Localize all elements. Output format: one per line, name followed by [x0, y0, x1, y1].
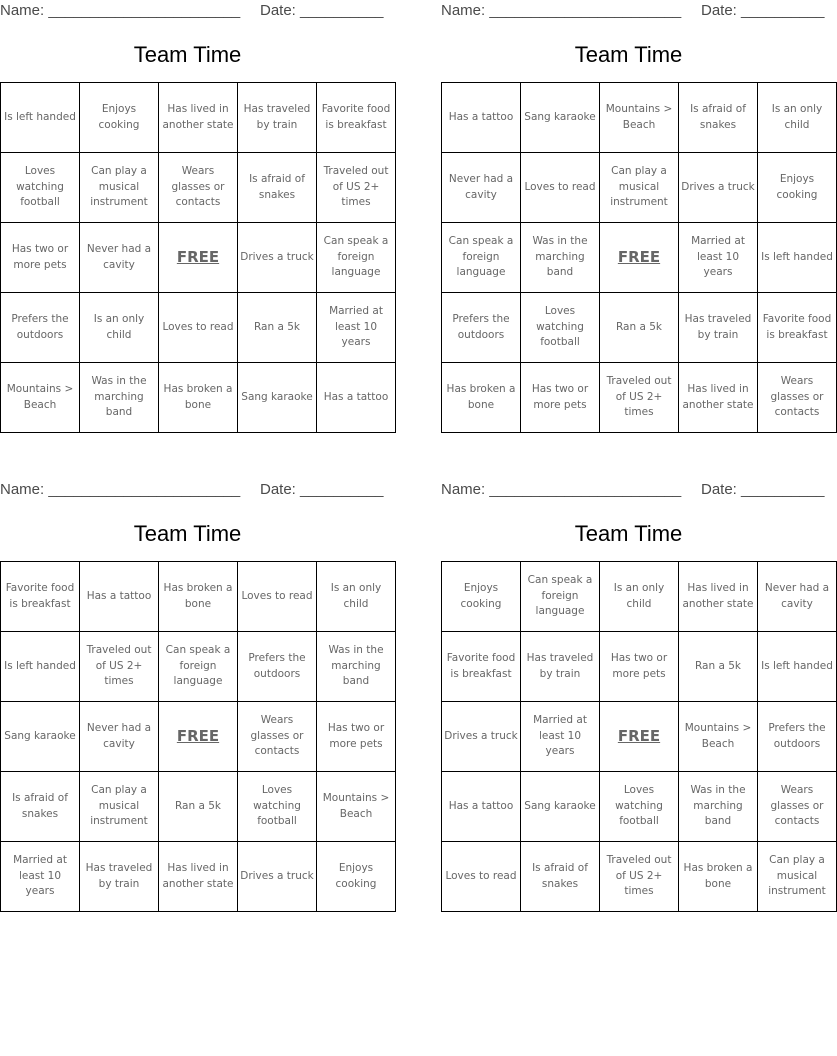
card-header [441, 481, 825, 499]
bingo-cell[interactable]: Prefers the outdoors [442, 293, 521, 363]
bingo-cell[interactable]: Is an only child [80, 293, 159, 363]
bingo-row [442, 632, 837, 702]
bingo-cell[interactable]: Loves to read [442, 842, 521, 912]
bingo-cell[interactable]: Enjoys cooking [317, 842, 396, 912]
date-field[interactable]: Date: __________ [260, 2, 384, 19]
bingo-cell[interactable]: Can play a musical instrument [758, 842, 837, 912]
bingo-cell[interactable]: Has two or more pets [317, 702, 396, 772]
bingo-cell[interactable]: Married at least 10 years [521, 702, 600, 772]
bingo-cell[interactable]: Has traveled by train [80, 842, 159, 912]
bingo-cell[interactable]: Has traveled by train [679, 293, 758, 363]
bingo-card [0, 0, 391, 440]
bingo-cell[interactable]: Married at least 10 years [317, 293, 396, 363]
bingo-cell[interactable]: Has broken a bone [159, 363, 238, 433]
bingo-cell[interactable]: Sang karaoke [521, 83, 600, 153]
free-space[interactable]: FREE [600, 223, 679, 293]
card-title: Team Time [574, 42, 683, 67]
free-space[interactable]: FREE [600, 702, 679, 772]
bingo-cell[interactable]: Loves watching football [238, 772, 317, 842]
name-field[interactable]: Name: _______________________ [441, 481, 682, 498]
bingo-cell[interactable]: Wears glasses or contacts [758, 363, 837, 433]
bingo-cell[interactable]: Loves watching football [521, 293, 600, 363]
bingo-cell[interactable]: Sang karaoke [238, 363, 317, 433]
bingo-cell[interactable]: Drives a truck [679, 153, 758, 223]
bingo-cell[interactable]: Has a tattoo [317, 363, 396, 433]
bingo-cell[interactable]: Can play a musical instrument [80, 772, 159, 842]
bingo-cell[interactable]: Is left handed [1, 632, 80, 702]
bingo-cell[interactable]: Sang karaoke [521, 772, 600, 842]
bingo-cell[interactable]: Is left handed [758, 632, 837, 702]
bingo-cell[interactable]: Has broken a bone [159, 562, 238, 632]
bingo-cell[interactable]: Has two or more pets [1, 223, 80, 293]
bingo-grid [0, 82, 396, 433]
bingo-cell[interactable]: Mountains > Beach [679, 702, 758, 772]
bingo-row [1, 842, 396, 912]
bingo-row [1, 153, 396, 223]
bingo-cell[interactable]: Loves watching football [1, 153, 80, 223]
bingo-grid [0, 561, 396, 912]
bingo-cell[interactable]: Favorite food is breakfast [1, 562, 80, 632]
bingo-cell[interactable]: Has broken a bone [679, 842, 758, 912]
bingo-cell[interactable]: Was in the marching band [80, 363, 159, 433]
date-field[interactable]: Date: __________ [701, 481, 825, 498]
bingo-row [442, 842, 837, 912]
bingo-card [0, 479, 390, 919]
bingo-row [442, 772, 837, 842]
card-title: Team Time [574, 521, 683, 546]
bingo-cell[interactable]: Favorite food is breakfast [758, 293, 837, 363]
bingo-cell[interactable]: Has lived in another state [679, 363, 758, 433]
bingo-cell[interactable]: Never had a cavity [80, 702, 159, 772]
bingo-cell[interactable]: Mountains > Beach [600, 83, 679, 153]
bingo-cell[interactable]: Ran a 5k [679, 632, 758, 702]
bingo-grid [441, 82, 837, 433]
bingo-cell[interactable]: Loves to read [521, 153, 600, 223]
bingo-cell[interactable]: Traveled out of US 2+ times [80, 632, 159, 702]
bingo-row [1, 702, 396, 772]
bingo-cell[interactable]: Can speak a foreign language [317, 223, 396, 293]
bingo-grid [441, 561, 837, 912]
card-header [441, 2, 825, 20]
bingo-row [442, 293, 837, 363]
bingo-cell[interactable]: Can speak a foreign language [442, 223, 521, 293]
bingo-cell[interactable]: Enjoys cooking [442, 562, 521, 632]
bingo-cell[interactable]: Has two or more pets [600, 632, 679, 702]
name-field[interactable]: Name: _______________________ [441, 2, 682, 19]
bingo-row [442, 223, 837, 293]
bingo-cell[interactable]: Prefers the outdoors [1, 293, 80, 363]
bingo-cell[interactable]: Is an only child [600, 562, 679, 632]
bingo-cell[interactable]: Can play a musical instrument [600, 153, 679, 223]
bingo-cell[interactable]: Was in the marching band [679, 772, 758, 842]
bingo-cell[interactable]: Has a tattoo [442, 83, 521, 153]
bingo-row [1, 772, 396, 842]
bingo-card [441, 0, 833, 440]
bingo-cell[interactable]: Is afraid of snakes [521, 842, 600, 912]
bingo-cell[interactable]: Loves to read [159, 293, 238, 363]
bingo-cell[interactable]: Has two or more pets [521, 363, 600, 433]
bingo-row [1, 632, 396, 702]
bingo-cell[interactable]: Is left handed [1, 83, 80, 153]
free-space[interactable]: FREE [159, 702, 238, 772]
bingo-cell[interactable]: Mountains > Beach [317, 772, 396, 842]
bingo-cell[interactable]: Has a tattoo [442, 772, 521, 842]
name-field[interactable]: Name: _______________________ [0, 2, 241, 19]
bingo-cell[interactable]: Traveled out of US 2+ times [600, 363, 679, 433]
bingo-row [442, 702, 837, 772]
free-space[interactable]: FREE [159, 223, 238, 293]
bingo-cell[interactable]: Traveled out of US 2+ times [317, 153, 396, 223]
bingo-cell[interactable]: Loves watching football [600, 772, 679, 842]
bingo-cell[interactable]: Can play a musical instrument [80, 153, 159, 223]
bingo-cell[interactable]: Never had a cavity [442, 153, 521, 223]
bingo-row [1, 223, 396, 293]
bingo-row [1, 363, 396, 433]
bingo-cell[interactable]: Can speak a foreign language [521, 562, 600, 632]
card-header [0, 481, 384, 499]
bingo-cell[interactable]: Is an only child [317, 562, 396, 632]
bingo-row [442, 83, 837, 153]
bingo-cell[interactable]: Is afraid of snakes [679, 83, 758, 153]
card-title: Team Time [133, 42, 242, 67]
bingo-cell[interactable]: Has broken a bone [442, 363, 521, 433]
bingo-cell[interactable]: Enjoys cooking [758, 153, 837, 223]
bingo-cell[interactable]: Has lived in another state [679, 562, 758, 632]
bingo-row [442, 562, 837, 632]
bingo-cell[interactable]: Has a tattoo [80, 562, 159, 632]
bingo-cell[interactable]: Can speak a foreign language [159, 632, 238, 702]
bingo-row [1, 83, 396, 153]
bingo-cell[interactable]: Was in the marching band [317, 632, 396, 702]
bingo-cell[interactable]: Ran a 5k [238, 293, 317, 363]
bingo-cell[interactable]: Has traveled by train [521, 632, 600, 702]
bingo-cell[interactable]: Prefers the outdoors [758, 702, 837, 772]
bingo-row [1, 562, 396, 632]
bingo-cell[interactable]: Wears glasses or contacts [238, 702, 317, 772]
bingo-cell[interactable]: Is left handed [758, 223, 837, 293]
bingo-cell[interactable]: Has lived in another state [159, 842, 238, 912]
bingo-cell[interactable]: Enjoys cooking [80, 83, 159, 153]
bingo-cell[interactable]: Is afraid of snakes [1, 772, 80, 842]
bingo-cell[interactable]: Prefers the outdoors [238, 632, 317, 702]
bingo-cell[interactable]: Was in the marching band [521, 223, 600, 293]
bingo-cell[interactable]: Wears glasses or contacts [758, 772, 837, 842]
bingo-cell[interactable]: Is afraid of snakes [238, 153, 317, 223]
card-header [0, 2, 384, 20]
bingo-cell[interactable]: Has lived in another state [159, 83, 238, 153]
bingo-cell[interactable]: Is an only child [758, 83, 837, 153]
card-title: Team Time [133, 521, 242, 546]
date-field[interactable]: Date: __________ [260, 481, 384, 498]
bingo-cell[interactable]: Sang karaoke [1, 702, 80, 772]
bingo-card [441, 479, 833, 919]
bingo-cell[interactable]: Ran a 5k [159, 772, 238, 842]
bingo-cell[interactable]: Married at least 10 years [1, 842, 80, 912]
bingo-row [442, 363, 837, 433]
bingo-cell[interactable]: Wears glasses or contacts [159, 153, 238, 223]
bingo-cell[interactable]: Loves to read [238, 562, 317, 632]
bingo-cell[interactable]: Drives a truck [442, 702, 521, 772]
bingo-cell[interactable]: Drives a truck [238, 223, 317, 293]
bingo-cell[interactable]: Never had a cavity [80, 223, 159, 293]
date-field[interactable]: Date: __________ [701, 2, 825, 19]
bingo-row [1, 293, 396, 363]
bingo-cell[interactable]: Favorite food is breakfast [317, 83, 396, 153]
bingo-cell[interactable]: Favorite food is breakfast [442, 632, 521, 702]
name-field[interactable]: Name: _______________________ [0, 481, 241, 498]
bingo-cell[interactable]: Mountains > Beach [1, 363, 80, 433]
bingo-cell[interactable]: Ran a 5k [600, 293, 679, 363]
bingo-cell[interactable]: Has traveled by train [238, 83, 317, 153]
bingo-row [442, 153, 837, 223]
bingo-cell[interactable]: Traveled out of US 2+ times [600, 842, 679, 912]
bingo-cell[interactable]: Never had a cavity [758, 562, 837, 632]
bingo-cell[interactable]: Married at least 10 years [679, 223, 758, 293]
bingo-cell[interactable]: Drives a truck [238, 842, 317, 912]
